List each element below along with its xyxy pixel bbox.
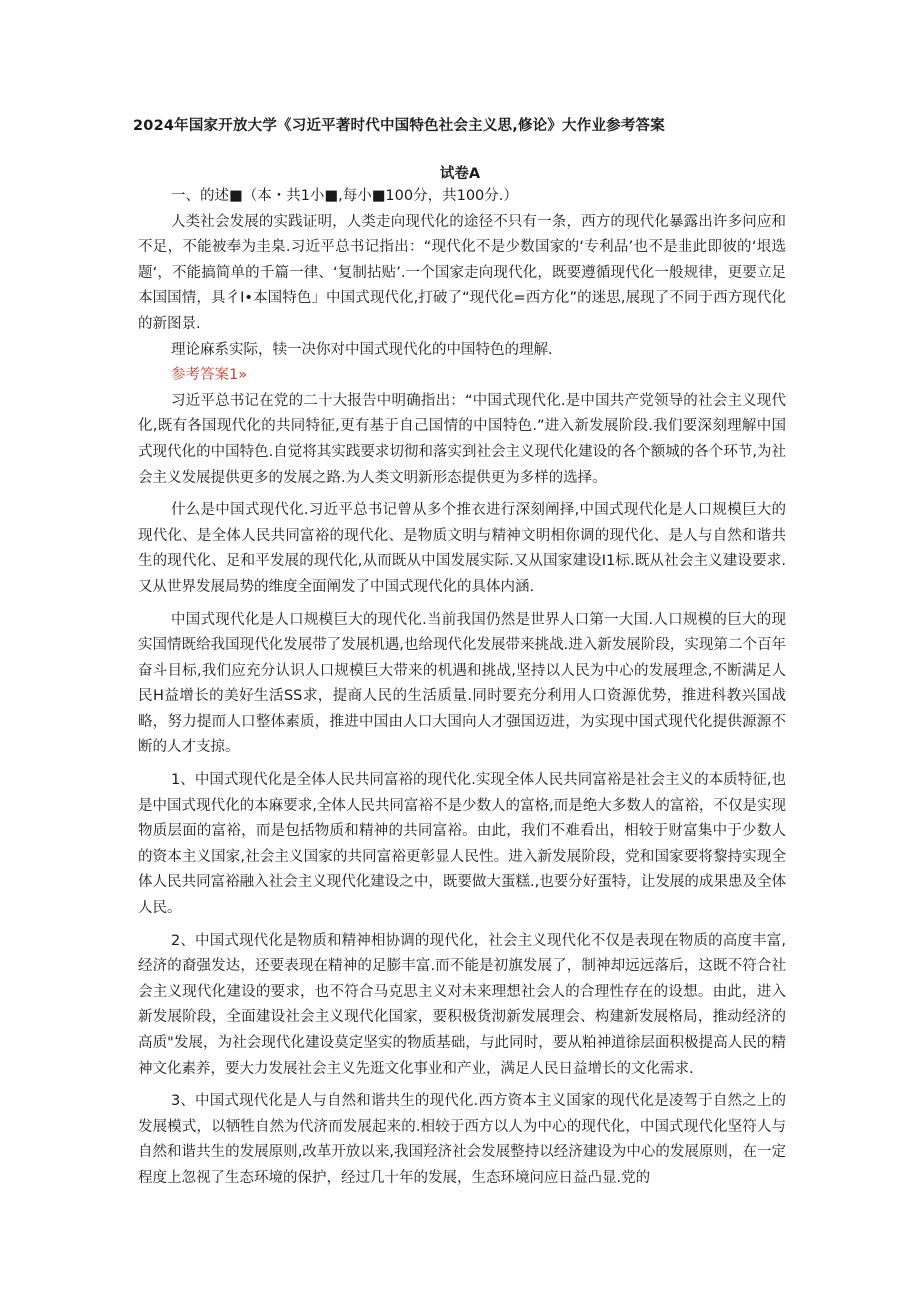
document-title: 2024年国家开放大学《习近平著时代中国特色社会主义思,修论》大作业参考答案 — [133, 118, 665, 134]
answer-paragraph: 习近平总书记在党的二十大报告中明确指出：“中国式现代化.是中国共产党领导的社会主义现代化,既有各国现代化的共同特征,更有基于自己国情的中国特色.”进入新发展阶段.我们要深刻理解中国式现代化的中国特色.自觉将其实践要求切彻和落实到社会主义现代化建设的各个额城的各个环节,为社会主义发展提供更多的发展之路.为人类文明新形态提供更为多样的选择。 — [138, 392, 786, 486]
question-paragraph: 人类社会发展的实践证明，人类走向现代化的途径不只有一条，西方的现代化暴露出许多问应和不足，不能被奉为圭臬.习近平总书记指出：“现代化不是少数国家的‘专利品’也不是韭此即彼的‘垠选题‘，不能搞简单的千篇一律、‘复制拈贴’.一个国家走向现代化，既要遵循现代化一般规律，更要立足本国国情，具彳I•本国特色」中国式现代化,打破了“现代化=西方化”的迷思,展现了不同于西方现代化的新图景. — [138, 213, 786, 332]
answer-paragraph: 1、中国式现代化是全体人民共同富裕的现代化.实现全体人民共同富裕是社会主义的本质特征,也是中国式现代化的本麻要求,全体人民共同富裕不是少数人的富格,而是绝大多数人的富裕，不仅是实现物质层面的富裕，而是包括物质和精神的共同富裕。由此，我们不难看出，相较于财富集中于少数人的资本主义国家,社会主义国家的共同富裕更彰显人民性。进入新发展阶段，党和国家要将黎持实现全体人民共同富裕融入社会主义现代化建设之中，既要做大蛋糕.,也要分好蛋特，让发展的成果患及全体人民。 — [138, 772, 786, 917]
answer-paragraph: 2、中国式现代化是物质和精神相协调的现代化，社会主义现代化不仅是表现在物质的高度丰富,经济的裔强发达，还要表现在精神的足膨丰富.而不能是初旗发展了，制神却远远落后，这既不符合社会主义现代化建设的要求，也不符合马克思主义对未来理想社会人的合理性存在的设想。由此，进入新发展阶段，全面建设社会主义现代化国家，要积极货沏新发展理会、构建新发展格局，推动经济的高质"发展，为社会现代化建设莫定坚实的物质基础，与此同时，要从粕神道徐层面积极提高人民的精神文化素养，要大力发展社会主义先逛文化事业和产业，满足人民日益增长的文化需求. — [138, 932, 786, 1077]
answer-label: 参考答案1» — [171, 367, 248, 384]
paper-label: 试卷A — [439, 166, 481, 182]
document-body — [138, 184, 786, 1192]
answer-paragraph: 3、中国式现代化是人与自然和谐共生的现代化.西方资本主义国家的现代化是凌驾于自然之上的发展模式，以牺牲自然为代济而发展起来的.相较于西方以人为中心的现代化，中国式现代化坚符人与自然和谐共生的发展原则,改革开放以来,我国羟济社会发展整持以经济建设为中心的发展原则，在一定程度上忽视了生态环境的保护，经过几十年的发展，生态环境问应日益凸显.党的 — [138, 1093, 786, 1186]
question-prompt: 理论麻系实际，犊一决你对中国式现代化的中国特色的理解. — [171, 341, 553, 358]
section-heading: 一、的述■（本・共1小■,每小■100分，共100分.） — [171, 188, 518, 204]
answer-paragraph: 什么是中国式现代化.习近平总书记曾从多个推衣进行深刻阐择,中国式现代化是人口规模巨大的现代化、是全体人民共同富裕的现代化、是物质文明与精神文明相你调的现代化、是人与自然和谐共生的现代化、足和平发展的现代化,从而既从中国发展实际.又从国家建设I1标.既从社会主义建设要求.又从世界发展局势的维度全面阐发了中国式现代化的具体内涵. — [138, 502, 786, 595]
answer-paragraph: 中国式现代化是人口规模巨大的现代化.当前我国仍然是世界人口第一大国.人口规模的巨大的现实国情既给我国现代化发展带了发展机遇,也给现代化发展带来挑战.进入新发展阶段，实现第二个百年奋斗目标,我们应充分认识人口规模巨大带来的机遇和挑战,坚持以人民为中心的发展理念,不断满足人民H益增长的美好生活SS求，提商人民的生活质量.同时要充分利用人口资源优势，推进科教兴国战略，努力提而人口整体素质，推进中国由人口大国向人才强国迈进，为实现中国式现代化提供源源不断的人才支掠。 — [138, 611, 786, 756]
